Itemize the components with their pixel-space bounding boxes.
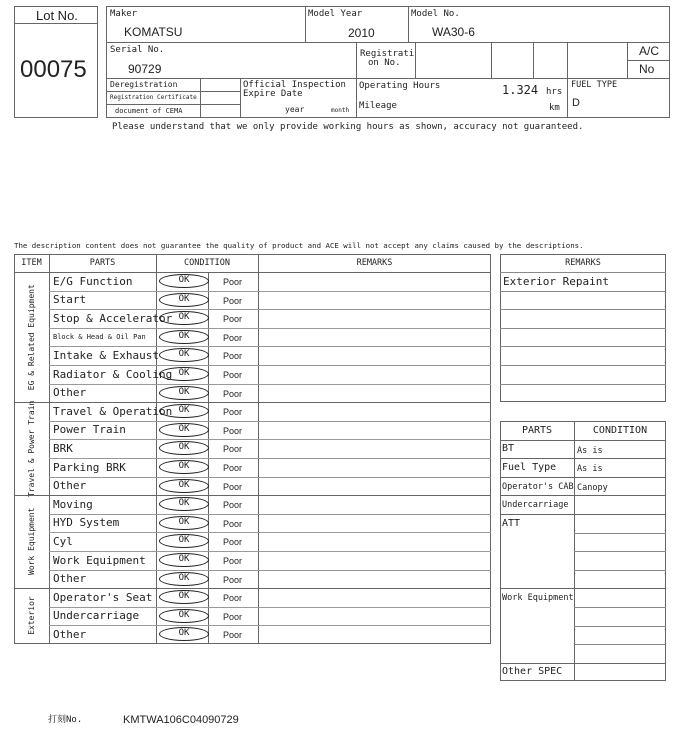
- poor-option[interactable]: Poor: [223, 332, 243, 343]
- ok-option-selected[interactable]: OK: [159, 330, 209, 344]
- remarks-cell: [258, 309, 491, 328]
- remarks-box-header: REMARKS: [565, 258, 601, 268]
- model-no-label: Model No.: [411, 9, 460, 19]
- part-name: Moving: [53, 497, 93, 511]
- part-name: Operator's Seat: [53, 590, 153, 604]
- operating-hours-value: 1.324: [502, 83, 539, 97]
- model-year-value: 2010: [348, 26, 375, 40]
- remarks-cell: [258, 384, 491, 403]
- remarks-cell: [258, 514, 491, 533]
- part-name: Power Train: [53, 423, 126, 437]
- poor-option[interactable]: Poor: [223, 574, 243, 585]
- remarks-cell: [258, 458, 491, 477]
- ok-option-selected[interactable]: OK: [159, 627, 209, 641]
- hrs-unit: hrs: [546, 87, 563, 97]
- poor-option[interactable]: Poor: [223, 295, 243, 306]
- poor-option[interactable]: Poor: [223, 388, 243, 399]
- hours-disclaimer: Please understand that we only provide working hours as shown, accuracy not guaranteed.: [112, 122, 584, 132]
- remarks-cell: [258, 551, 491, 570]
- poor-option[interactable]: Poor: [223, 463, 243, 473]
- ok-option-selected[interactable]: OK: [159, 367, 209, 381]
- ok-option-selected[interactable]: OK: [159, 293, 209, 307]
- poor-option[interactable]: Poor: [223, 556, 243, 566]
- remarks-cell: [258, 477, 491, 496]
- poor-option[interactable]: Poor: [223, 370, 243, 380]
- ok-option-selected[interactable]: OK: [159, 516, 209, 530]
- part-name: Other: [53, 572, 87, 586]
- part-name: E/G Function: [53, 274, 133, 288]
- model-year-label: Model Year: [308, 9, 363, 19]
- ok-option-selected[interactable]: OK: [159, 534, 209, 548]
- part-name: Other: [53, 479, 87, 493]
- remarks-cell: [258, 402, 491, 421]
- item-header: ITEM: [21, 258, 42, 268]
- part-name: Start: [53, 293, 87, 307]
- serial-no-label: Serial No.: [110, 45, 165, 55]
- km-unit: km: [549, 103, 560, 113]
- ok-option-selected[interactable]: OK: [159, 311, 209, 325]
- part-name: Work Equipment: [53, 553, 146, 567]
- ac-value: No: [639, 62, 655, 76]
- month-label: month: [331, 107, 350, 114]
- spec-condition-header: CONDITION: [592, 425, 648, 436]
- poor-option[interactable]: Poor: [223, 425, 243, 436]
- spec-part: Other SPEC: [502, 666, 563, 678]
- ok-option-selected[interactable]: OK: [159, 497, 209, 511]
- remarks-cell: [258, 346, 491, 365]
- ok-option-selected[interactable]: OK: [159, 479, 209, 493]
- spec-condition: As is: [577, 464, 603, 475]
- part-name: Intake & Exhaust: [53, 348, 159, 362]
- remarks-cell: [258, 495, 491, 514]
- poor-option[interactable]: Poor: [223, 407, 243, 418]
- ok-option-selected[interactable]: OK: [159, 404, 209, 418]
- group-label: Work Equipment: [27, 507, 36, 576]
- remarks-cell: [258, 439, 491, 458]
- stamp-no-label: 打刻No.: [48, 715, 83, 725]
- fuel-type-value: D: [572, 97, 580, 109]
- lot-no-label: Lot No.: [36, 8, 78, 23]
- poor-option[interactable]: Poor: [223, 314, 243, 325]
- model-no-value: WA30-6: [432, 25, 475, 39]
- spec-part: Work Equipment: [502, 593, 574, 604]
- ok-option-selected[interactable]: OK: [159, 460, 209, 474]
- registration-certificate-label: Registration Certificate: [110, 94, 197, 101]
- registration-no-label: Registrati on No.: [360, 49, 415, 68]
- remarks-cell: [258, 532, 491, 551]
- ok-option-selected[interactable]: OK: [159, 274, 209, 288]
- part-name: Radiator & Cooling: [53, 367, 173, 381]
- part-name: BRK: [53, 441, 73, 455]
- part-name: Parking BRK: [53, 460, 126, 474]
- description-disclaimer: The description content does not guarantee the quality of product and ACE will not accept any claims caused by the descriptions.: [14, 241, 584, 250]
- ok-option-selected[interactable]: OK: [159, 572, 209, 586]
- spec-part: ATT: [502, 517, 521, 529]
- maker-value: KOMATSU: [124, 25, 183, 39]
- group-label: EG & Related Equipment: [27, 284, 36, 391]
- poor-option[interactable]: Poor: [223, 277, 243, 287]
- group-label: Exterior: [27, 596, 36, 636]
- operating-hours-label: Operating Hours: [359, 81, 441, 91]
- part-name: Block & Head & Oil Pan: [53, 332, 146, 341]
- ok-option-selected[interactable]: OK: [159, 423, 209, 437]
- poor-option[interactable]: Poor: [223, 481, 243, 492]
- condition-header: CONDITION: [183, 258, 231, 268]
- spec-part: Fuel Type: [502, 461, 557, 473]
- lot-no-value: 00075: [20, 56, 87, 83]
- remarks-cell: [258, 272, 491, 291]
- remarks-cell: [258, 570, 491, 589]
- poor-option[interactable]: Poor: [223, 351, 243, 362]
- spec-condition: As is: [577, 445, 603, 456]
- mileage-label: Mileage: [359, 101, 397, 111]
- part-name: Cyl: [53, 534, 73, 548]
- inspection-label: Official Inspection Expire Date: [243, 80, 346, 99]
- maker-label: Maker: [110, 9, 138, 19]
- ok-option-selected[interactable]: OK: [159, 348, 209, 362]
- ok-option-selected[interactable]: OK: [159, 386, 209, 400]
- ok-option-selected[interactable]: OK: [159, 441, 209, 455]
- spec-part: Undercarriage: [502, 500, 569, 511]
- document-cema-label: document of CEMA: [115, 107, 183, 115]
- fuel-type-label: FUEL TYPE: [571, 80, 618, 90]
- part-name: Other: [53, 627, 87, 641]
- serial-no-value: 90729: [128, 62, 162, 76]
- deregistration-label: Deregistration: [110, 80, 178, 89]
- remarks-header: REMARKS: [356, 258, 393, 268]
- remarks-cell: [258, 328, 491, 347]
- poor-option[interactable]: Poor: [223, 518, 243, 529]
- group-label: Travel & Power Train: [27, 400, 36, 497]
- ok-option-selected[interactable]: OK: [159, 553, 209, 567]
- part-name: Stop & Accelerator: [53, 311, 173, 325]
- year-label: year: [285, 105, 305, 114]
- spec-parts-header: PARTS: [521, 425, 553, 436]
- remarks-cell: [258, 625, 491, 644]
- spec-part: BT: [502, 443, 515, 455]
- remarks-cell: [258, 365, 491, 384]
- remarks-cell: [258, 588, 491, 607]
- part-name: HYD System: [53, 516, 120, 530]
- part-name: Travel & Operation: [53, 404, 173, 418]
- poor-option[interactable]: Poor: [223, 611, 243, 622]
- remarks-cell: [258, 291, 491, 310]
- ok-option-selected[interactable]: OK: [159, 590, 209, 604]
- poor-option[interactable]: Poor: [223, 630, 243, 641]
- spec-condition: Canopy: [577, 482, 608, 493]
- parts-header: PARTS: [89, 258, 116, 268]
- ok-option-selected[interactable]: OK: [159, 609, 209, 623]
- remarks-line: Exterior Repaint: [503, 274, 609, 288]
- remarks-cell: [258, 607, 491, 626]
- poor-option[interactable]: Poor: [223, 444, 243, 455]
- poor-option[interactable]: Poor: [223, 593, 243, 604]
- poor-option[interactable]: Poor: [223, 500, 243, 511]
- ac-label: A/C: [639, 44, 660, 58]
- part-name: Other: [53, 386, 87, 400]
- part-name: Undercarriage: [53, 609, 140, 623]
- stamp-no-value: KMTWA106C04090729: [123, 714, 239, 726]
- poor-option[interactable]: Poor: [223, 537, 243, 548]
- spec-part: Operator's CAB: [502, 481, 574, 492]
- remarks-cell: [258, 421, 491, 440]
